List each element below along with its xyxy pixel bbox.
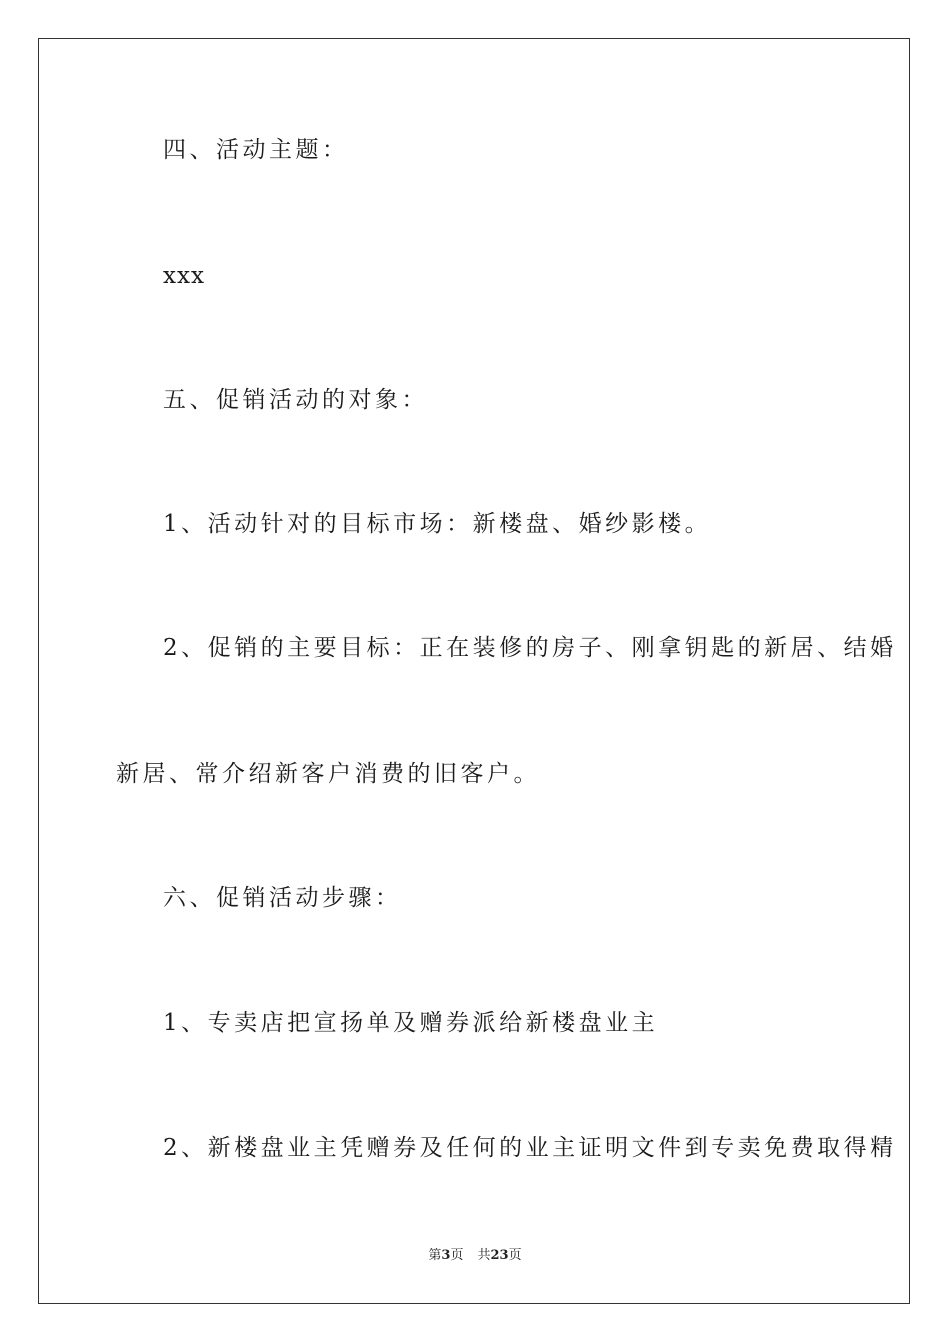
- paragraph-step-2: 2、新楼盘业主凭赠券及任何的业主证明文件到专卖免费取得精: [163, 1135, 897, 1161]
- footer-page-number: 3: [441, 1248, 451, 1263]
- section-heading-promotion-target: 五、促销活动的对象：: [163, 387, 428, 413]
- footer-total-prefix: 共: [477, 1248, 491, 1263]
- footer-total-suffix: 页: [508, 1248, 522, 1263]
- page-border: [38, 38, 910, 1304]
- paragraph-main-goal: 2、促销的主要目标：正在装修的房子、刚拿钥匙的新居、结婚: [163, 635, 897, 661]
- footer-page-prefix: 第: [428, 1248, 442, 1263]
- paragraph-step-1: 1、专卖店把宣扬单及赠券派给新楼盘业主: [163, 1010, 659, 1036]
- section-heading-activity-theme: 四、活动主题：: [163, 137, 349, 163]
- page-footer: [0, 1247, 950, 1265]
- section-heading-promotion-steps: 六、促销活动步骤：: [163, 885, 402, 911]
- paragraph-main-goal-continued: 新居、常介绍新客户消费的旧客户。: [116, 761, 540, 787]
- activity-theme-value: xxx: [163, 263, 205, 289]
- paragraph-target-market: 1、活动针对的目标市场：新楼盘、婚纱影楼。: [163, 511, 712, 537]
- footer-page-suffix: 页: [450, 1248, 464, 1263]
- footer-total-pages: 23: [490, 1248, 509, 1263]
